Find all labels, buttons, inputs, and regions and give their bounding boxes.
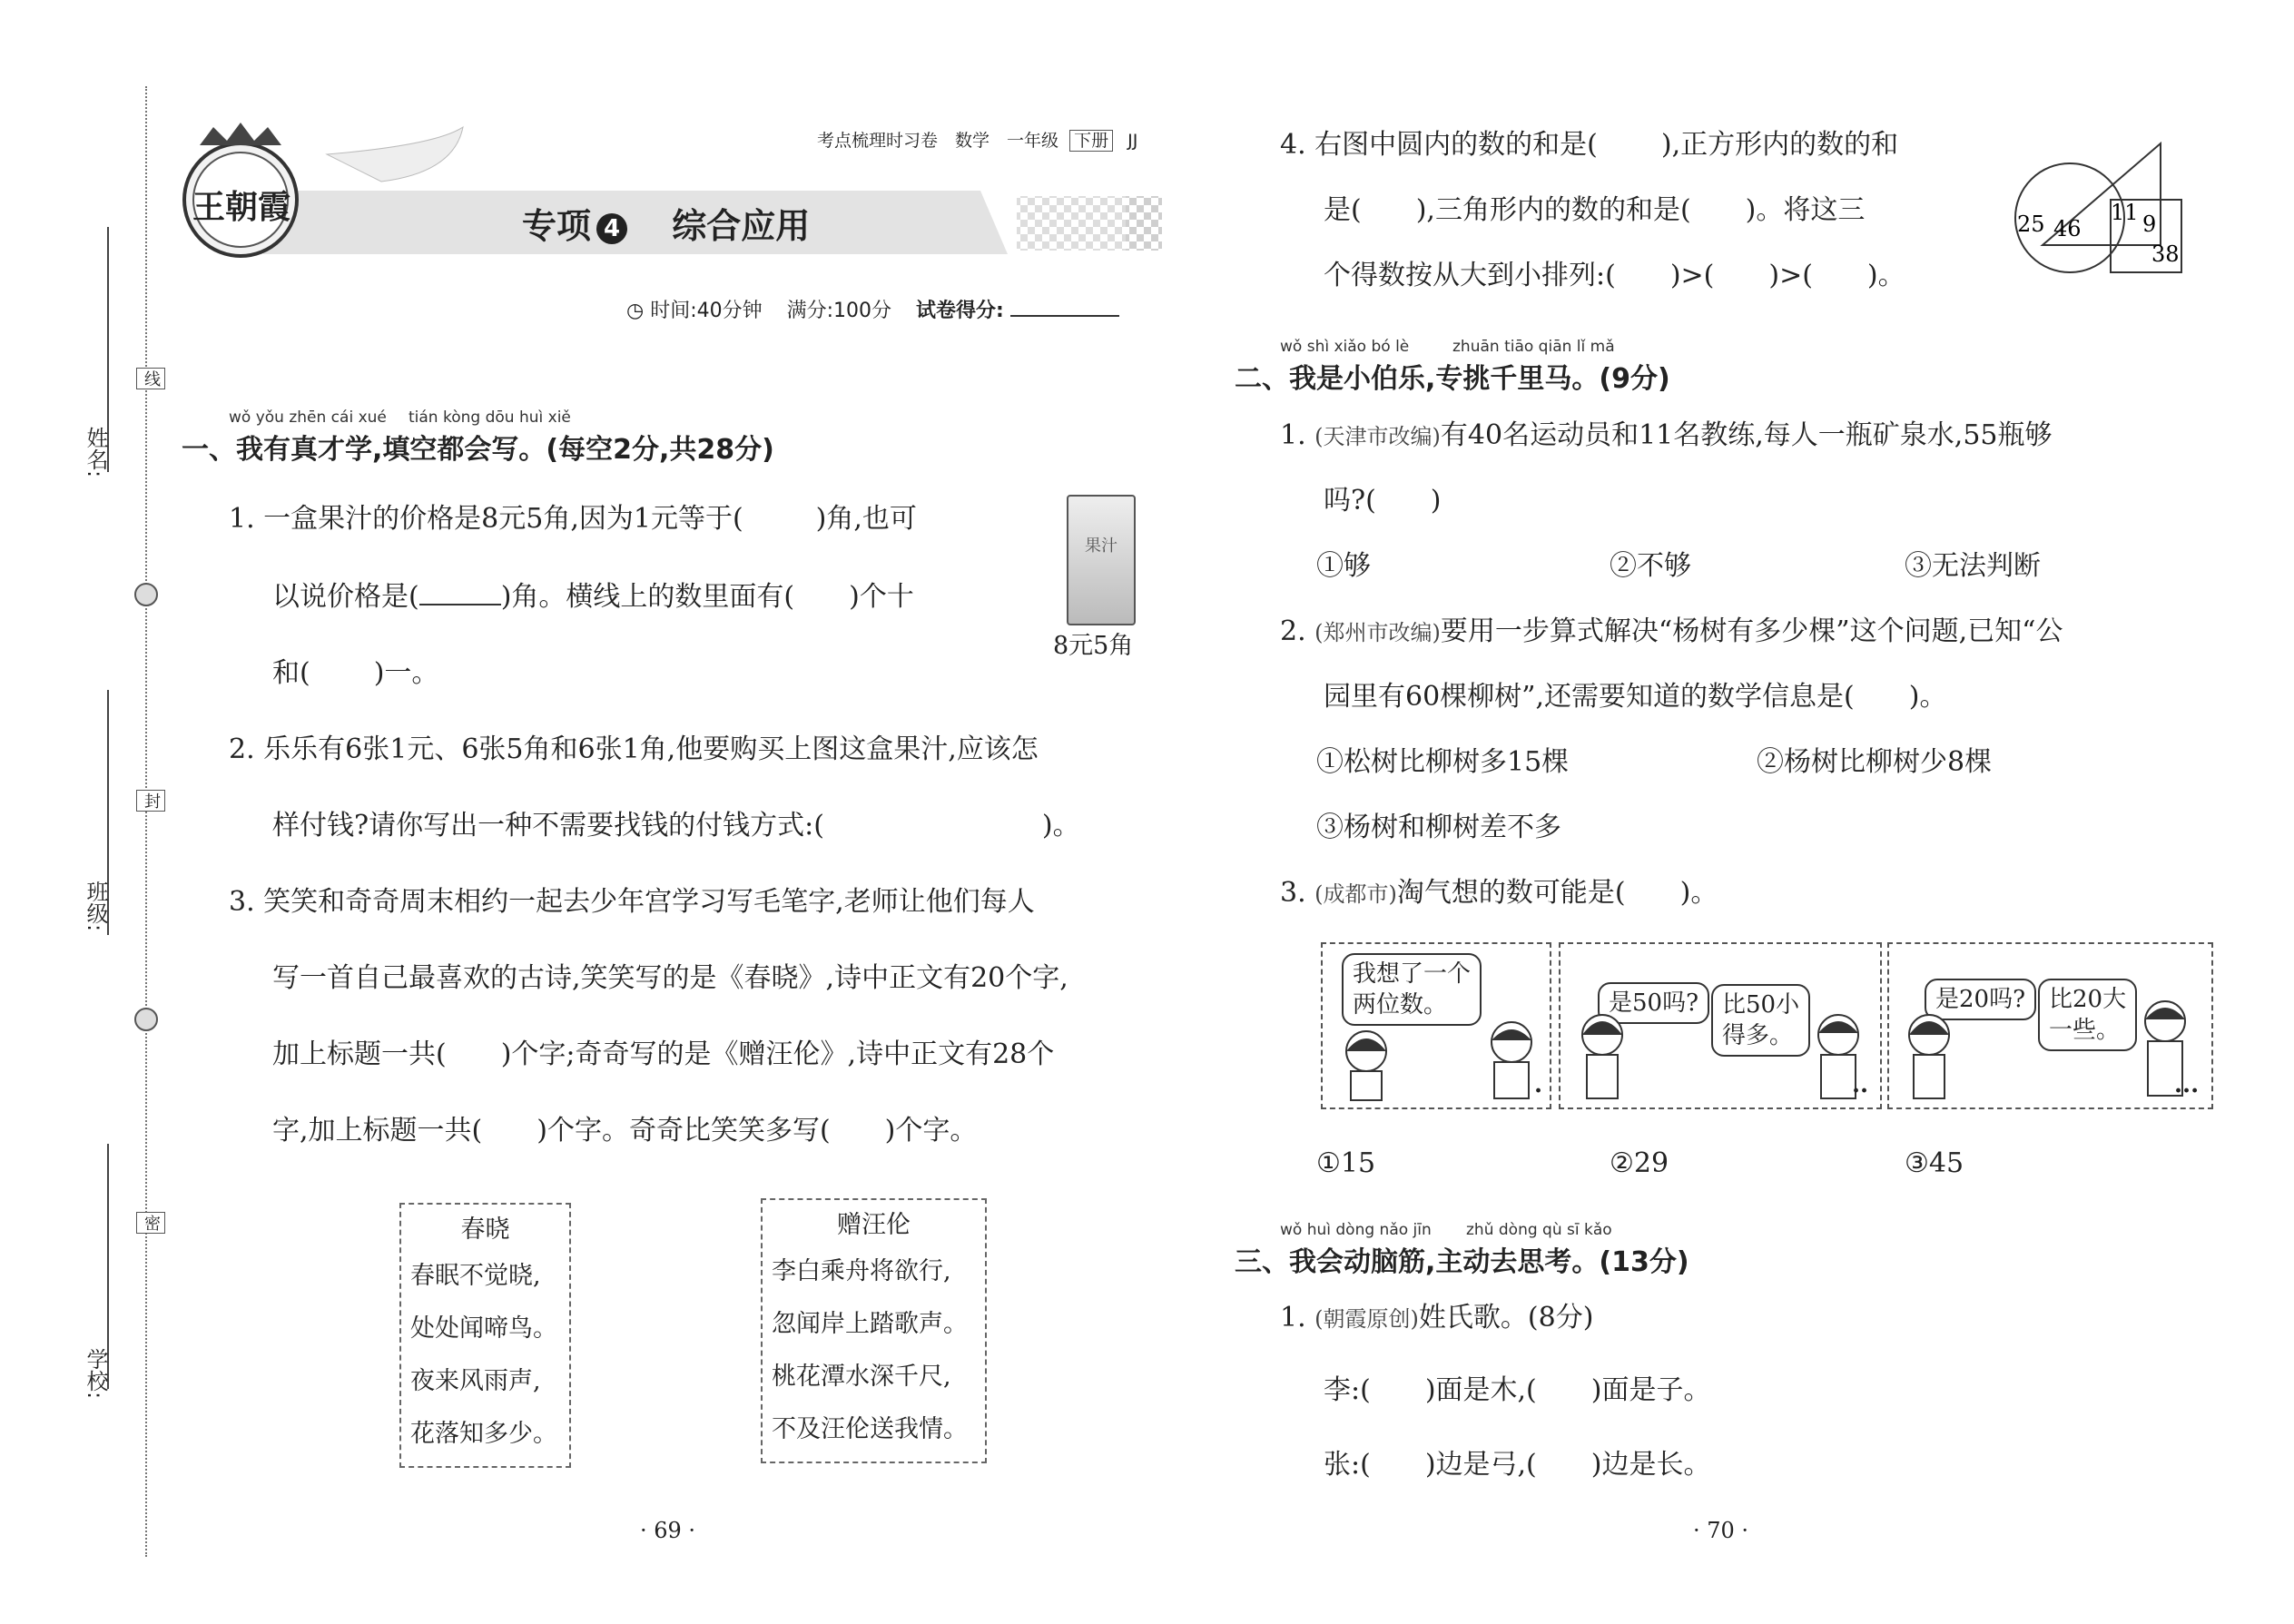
bubble-3: 比50小 得多。 — [1711, 984, 1810, 1057]
poem-line: 夜来风雨声, — [410, 1367, 541, 1395]
s2q1-opt3[interactable]: ③无法判断 — [1905, 550, 2041, 582]
s2q2-source: (郑州市改编) — [1314, 620, 1441, 645]
sec3-title: 三、我会动脑筋,主动去思考。(13分) — [1235, 1246, 1689, 1278]
sec1-pinyin-1: wǒ yǒu zhēn cái xué — [229, 408, 387, 427]
poem-line: 花落知多少。 — [410, 1420, 557, 1448]
binding-mark-line: 线 — [136, 368, 165, 389]
s1q1-line2: 以说价格是( )角。横线上的数里面有( )个十 — [272, 581, 914, 613]
s2q3-opt3[interactable]: ③45 — [1905, 1147, 1964, 1179]
clock-icon: ◷ — [626, 300, 645, 322]
header-series: 考点梳理时习卷 数学 一年级 下册 JJ — [817, 131, 1138, 151]
poem-line: 春眠不觉晓, — [410, 1262, 541, 1290]
s1q3-line1: 3. 笑笑和奇奇周末相约一起去少年宫学习写毛笔字,老师让他们每人 — [229, 886, 1035, 918]
girl-figure-1 — [1334, 1026, 1398, 1103]
s2q2-opt1[interactable]: ①松树比柳树多15棵 — [1316, 746, 1570, 778]
binding-name-label: 姓名: — [83, 427, 108, 478]
binding-class-label: 班级: — [83, 881, 108, 932]
s2q3-line1: 3. (成都市)淘气想的数可能是( )。 — [1280, 877, 1718, 909]
poem-chunxiao — [399, 1203, 571, 1468]
exam-info — [626, 295, 1119, 323]
juice-price-caption: 8元5角 — [1053, 632, 1134, 660]
poem-line: 桃花潭水深千尺, — [772, 1363, 951, 1391]
sec2-title: 二、我是小伯乐,专挑千里马。(9分) — [1235, 363, 1670, 395]
s2q2-opt2[interactable]: ②杨树比柳树少8棵 — [1757, 746, 1993, 778]
sec1-title: 一、我有真才学,填空都会写。(每空2分,共28分) — [182, 434, 774, 466]
s2q1-line1: 1. (天津市改编)有40名运动员和11名教练,每人一瓶矿泉水,55瓶够 — [1280, 419, 2053, 451]
poem-line: 李白乘舟将欲行, — [772, 1257, 951, 1285]
sec1-pinyin-2: tián kòng dōu huì xiě — [409, 408, 571, 427]
title-number-badge: 4 — [596, 213, 627, 244]
s3q1-line3: 张:( )边是弓,( )边是长。 — [1324, 1449, 1711, 1481]
bubble-5: 比20大 一些。 — [2038, 979, 2137, 1051]
girl-figure-3 — [1897, 1008, 1961, 1103]
s1q1-blank2[interactable] — [419, 604, 501, 605]
s2q3-source: (成都市) — [1314, 881, 1397, 907]
s2q3-opt2[interactable]: ②29 — [1610, 1147, 1669, 1179]
s1q1-line3: 和( )一。 — [272, 657, 439, 689]
binding-ornament-2 — [134, 1008, 158, 1031]
bubble-4: 是20吗? — [1925, 979, 2036, 1020]
binding-school-label: 学校: — [83, 1348, 108, 1400]
q4-line3: 个得数按从大到小排列:( )>( )>( )。 — [1324, 260, 1905, 291]
sec2-pinyin-1: wǒ shì xiǎo bó lè — [1280, 338, 1410, 356]
s2q2-line1: 2. (郑州市改编)要用一步算式解决“杨树有多少棵”这个问题,已知“公 — [1280, 615, 2063, 647]
binding-line — [145, 86, 147, 1557]
binding-mark-seal: 封 — [136, 790, 165, 812]
score-field[interactable] — [1010, 315, 1119, 317]
fig-num-46: 46 — [2053, 216, 2082, 241]
s3q1-line1: 1. (朝霞原创)姓氏歌。(8分) — [1280, 1302, 1594, 1334]
poem-chunxiao-title: 春晓 — [460, 1216, 510, 1244]
binding-ornament-1 — [134, 583, 158, 606]
s1q3-line3: 加上标题一共( )个字;奇奇写的是《赠汪伦》,诗中正文有28个 — [272, 1038, 1055, 1070]
shapes-figure — [2006, 136, 2197, 281]
q4-line1: 4. 右图中圆内的数的和是( ),正方形内的数的和 — [1280, 129, 1899, 161]
s3q1-line2: 李:( )面是木,( )面是子。 — [1324, 1374, 1711, 1406]
s1q3-line2: 写一首自己最喜欢的古诗,笑笑写的是《春晓》,诗中正文有20个字, — [272, 962, 1068, 994]
s1q2-line2: 样付钱?请你写出一种不需要找钱的付钱方式:( )。 — [272, 810, 1080, 842]
s1q3-line4: 字,加上标题一共( )个字。奇奇比笑笑多写( )个字。 — [272, 1115, 978, 1147]
panel-dots-2: .. — [1852, 1071, 1869, 1098]
poem-zengwanglun-title: 赠汪伦 — [837, 1211, 911, 1239]
juice-box-image — [1067, 495, 1136, 625]
girl-figure-2 — [1570, 1008, 1634, 1103]
s2q1-opt2[interactable]: ②不够 — [1610, 550, 1691, 582]
s2q2-opt3[interactable]: ③杨树和柳树差不多 — [1316, 812, 1561, 843]
fig-num-25: 25 — [2017, 212, 2045, 237]
page-number-left: · 69 · — [640, 1518, 696, 1543]
fig-num-9: 9 — [2142, 212, 2157, 237]
fig-num-11: 11 — [2111, 200, 2139, 225]
brand-logo: 王朝霞 — [192, 188, 291, 226]
poem-zengwanglun — [761, 1198, 987, 1463]
panel-dots-1: . — [1534, 1071, 1543, 1098]
bubble-1: 我想了一个 两位数。 — [1342, 953, 1482, 1026]
page-number-right: · 70 · — [1693, 1518, 1749, 1543]
s2q3-opt1[interactable]: ①15 — [1316, 1147, 1376, 1179]
sec3-pinyin-2: zhǔ dòng qù sī kǎo — [1466, 1221, 1612, 1239]
q4-line2: 是( ),三角形内的数的和是( )。将这三 — [1324, 194, 1866, 226]
score-label: 试卷得分: — [916, 300, 1004, 322]
fig-num-38: 38 — [2151, 241, 2180, 267]
s2q1-line2: 吗?( ) — [1324, 485, 1442, 517]
sec3-pinyin-1: wǒ huì dòng nǎo jīn — [1280, 1221, 1432, 1239]
header-volume: 下册 — [1069, 130, 1113, 152]
full-score-label: 满分:100分 — [786, 300, 892, 322]
s2q1-opt1[interactable]: ①够 — [1316, 550, 1371, 582]
s1q1-line1: 1. 一盒果汁的价格是8元5角,因为1元等于( )角,也可 — [229, 503, 917, 535]
panel-dots-3: ... — [2174, 1071, 2200, 1098]
time-label: 时间:40分钟 — [650, 300, 763, 322]
bubble-2: 是50吗? — [1598, 982, 1709, 1024]
poem-line: 不及汪伦送我情。 — [772, 1415, 968, 1443]
sec2-pinyin-2: zhuān tiāo qiān lǐ mǎ — [1452, 338, 1615, 356]
s2q2-line2: 园里有60棵柳树”,还需要知道的数学信息是( )。 — [1324, 681, 1947, 713]
juice-box-label: 果汁 — [1085, 536, 1117, 556]
page-title: 专项 4 综合应用 — [522, 206, 811, 246]
s3q1-source: (朝霞原创) — [1314, 1306, 1419, 1332]
s2q1-source: (天津市改编) — [1314, 424, 1441, 449]
header-edition: JJ — [1127, 131, 1138, 151]
poem-line: 处处闻啼鸟。 — [410, 1314, 557, 1343]
poem-line: 忽闻岸上踏歌声。 — [772, 1310, 968, 1338]
binding-mark-secret: 密 — [136, 1212, 165, 1234]
s1q2-line1: 2. 乐乐有6张1元、6张5角和6张1角,他要购买上图这盒果汁,应该怎 — [229, 733, 1039, 765]
